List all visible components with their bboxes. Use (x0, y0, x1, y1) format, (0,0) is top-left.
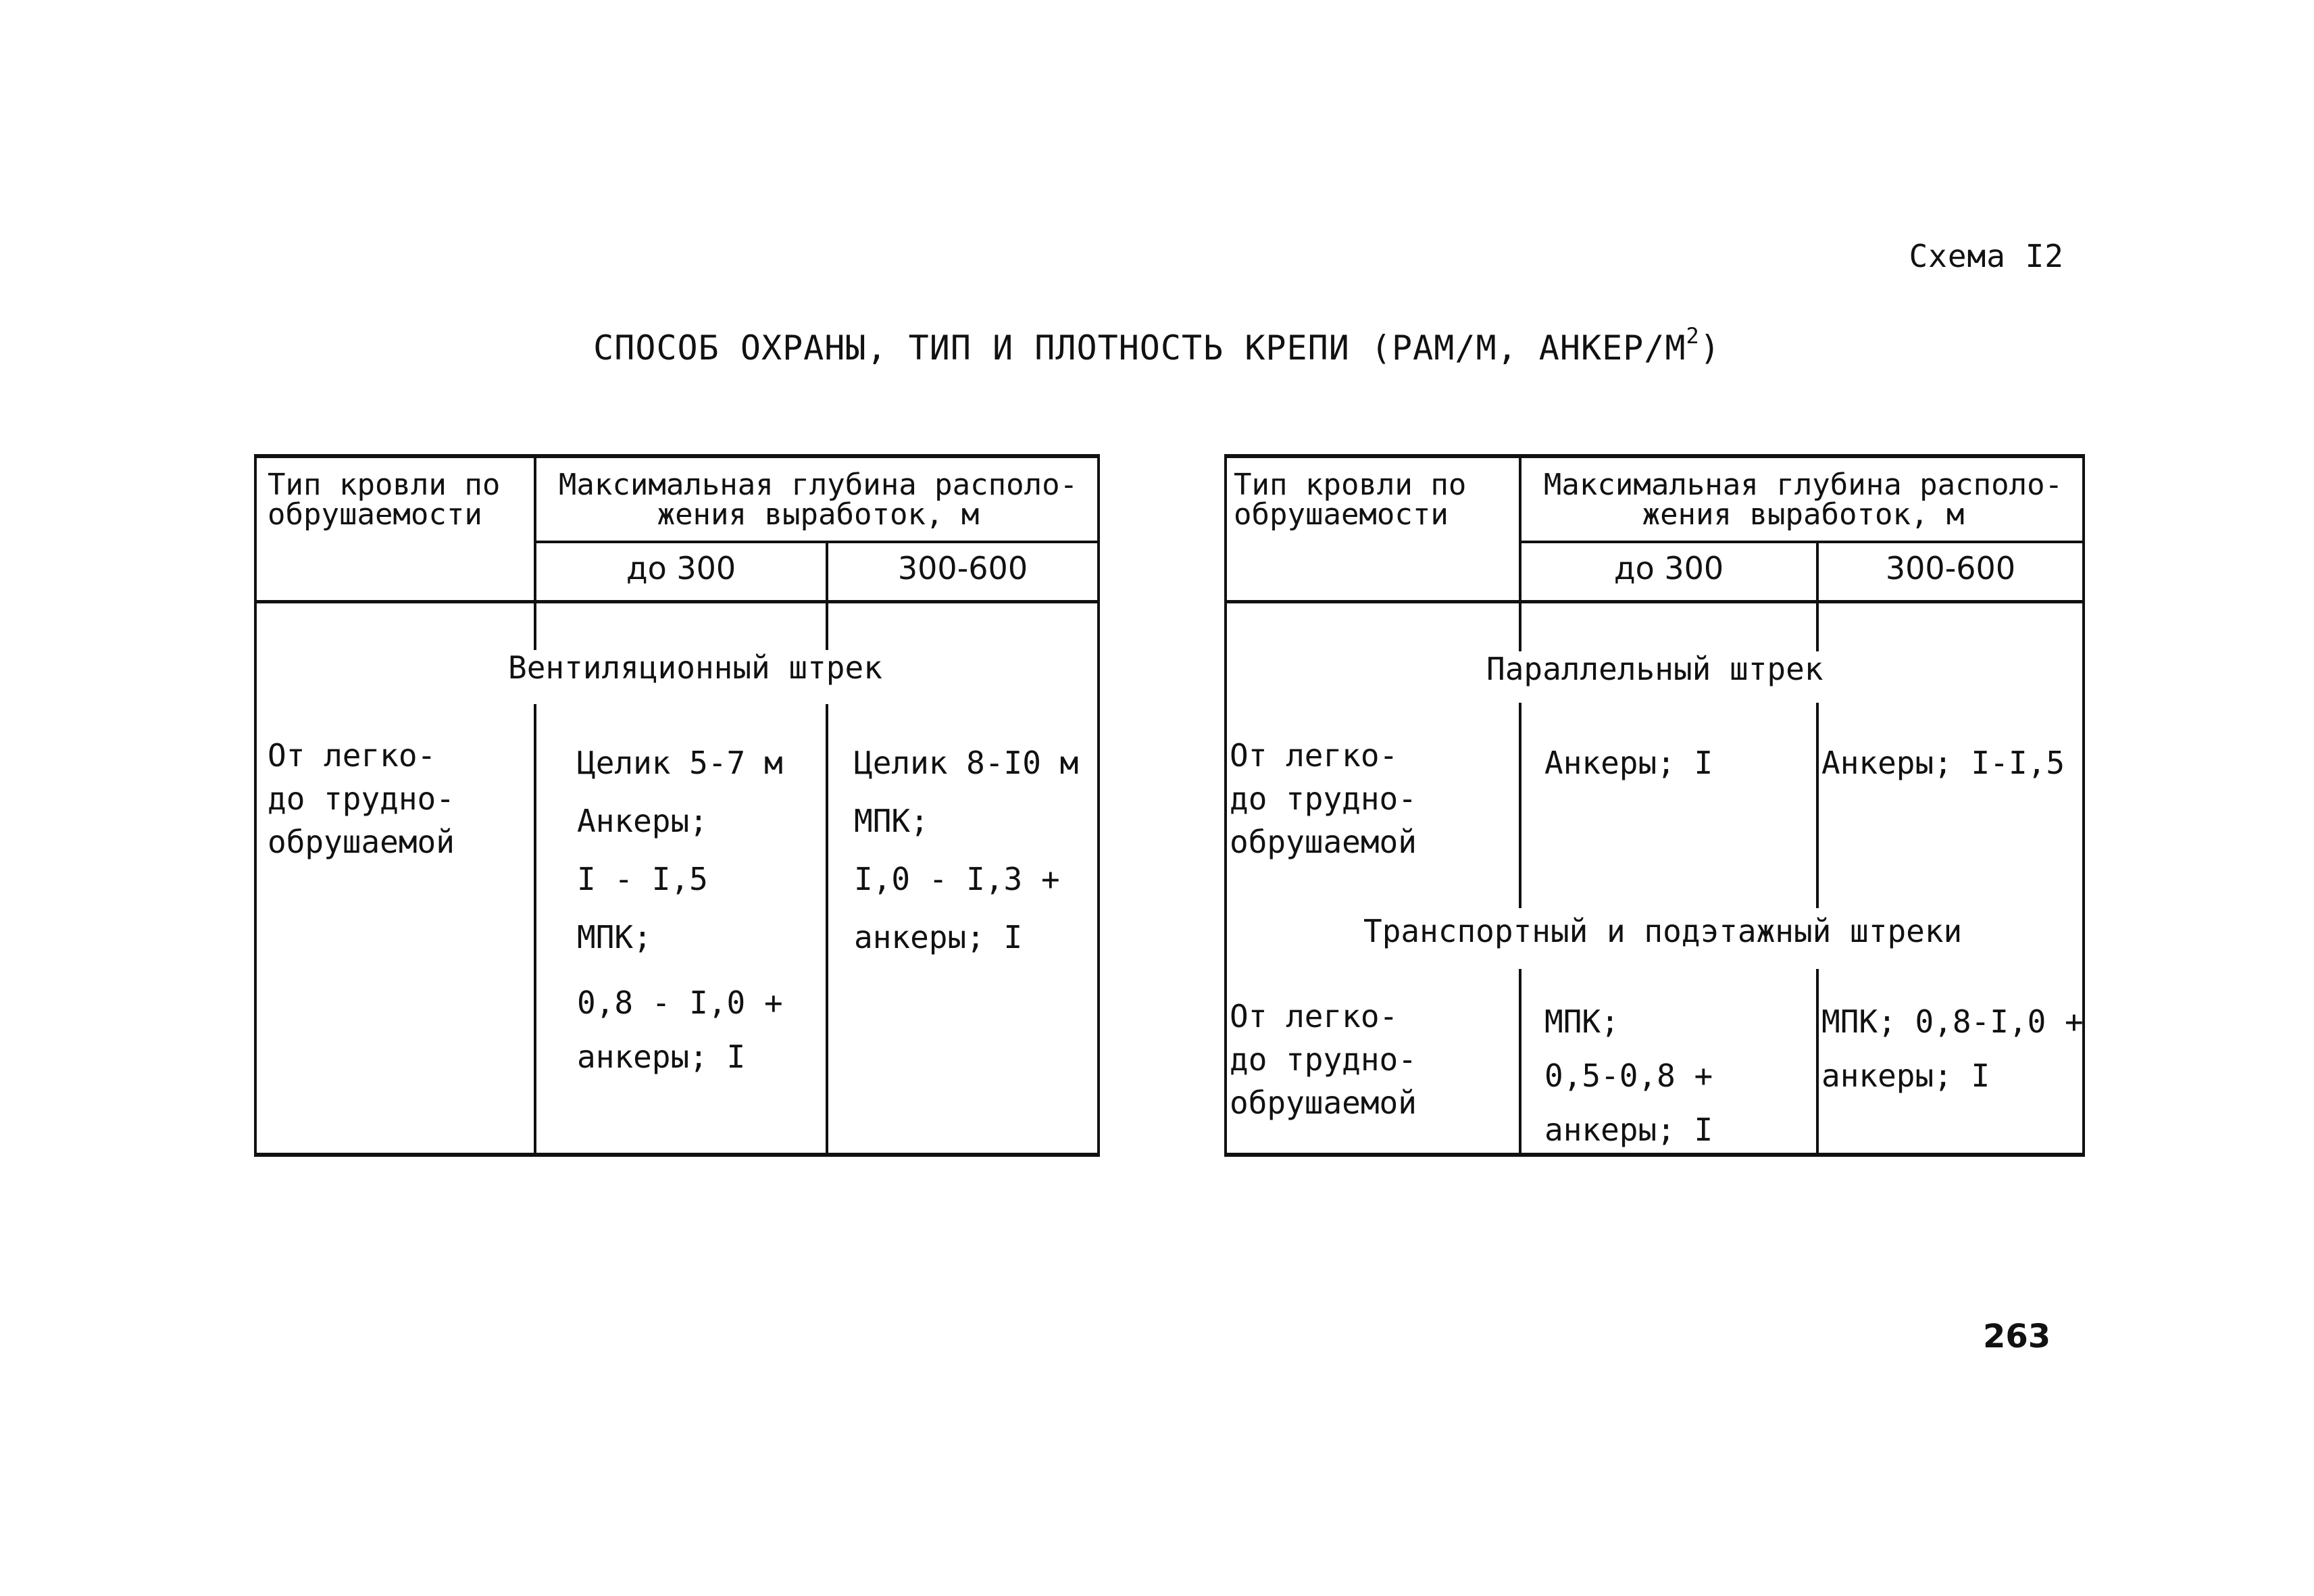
header-depth-upto-300: до 300 (1613, 550, 1724, 587)
roof-type-cell: От легко- до трудно- обрушаемой (1230, 737, 1417, 860)
header-roof-type: Тип кровли по обрушаемости (268, 468, 501, 532)
cell-300-600: Целик 8-I0 м МПК; I,0 - I,3 + анкеры; I (854, 745, 1079, 955)
roof-type-cell: От легко- до трудно- обрушаемой (268, 737, 455, 860)
title-close: ) (1699, 328, 1721, 368)
section-parallel-drift: Параллельный штрек (1482, 651, 1828, 703)
header-roof-type: Тип кровли по обрушаемости (1234, 468, 1467, 532)
page-title (0, 323, 2314, 368)
cell-upto-300: МПК; 0,5-0,8 + анкеры; I (1544, 1003, 1713, 1148)
title-superscript: 2 (1686, 323, 1700, 349)
cell-upto-300: Анкеры; I (1544, 745, 1713, 781)
section-transport-sublevel-drifts: Транспортный и подэтажный штреки (1359, 908, 1966, 969)
support-table-parallel-transport (1224, 454, 2085, 1157)
roof-type-cell: От легко- до трудно- обрушаемой (1230, 998, 1417, 1121)
header-depth-upto-300: до 300 (626, 550, 736, 587)
support-table-ventilation (254, 454, 1100, 1157)
header-depth-300-600: 300-600 (1885, 550, 2016, 587)
section-ventilation-drift: Вентиляционный штрек (504, 650, 886, 704)
header-depth-300-600: 300-600 (897, 550, 1028, 587)
scheme-label: Схема I2 (1909, 238, 2064, 274)
page-number: 263 (1983, 1318, 2051, 1355)
cell-300-600: Анкеры; I-I,5 (1821, 745, 2065, 781)
cell-300-600: МПК; 0,8-I,0 + анкеры; I (1821, 1003, 2084, 1094)
header-max-depth: Максимальная глубина располо- жения выработок, м (558, 468, 1078, 532)
header-max-depth: Максимальная глубина располо- жения выработок, м (1543, 468, 2063, 532)
title-main: СПОСОБ ОХРАНЫ, ТИП И ПЛОТНОСТЬ КРЕПИ (РАМ/М, АНКЕР/М (593, 328, 1686, 368)
cell-upto-300: Целик 5-7 м Анкеры; I - I,5 МПК; 0,8 - I,0 + анкеры; I (577, 745, 783, 1075)
